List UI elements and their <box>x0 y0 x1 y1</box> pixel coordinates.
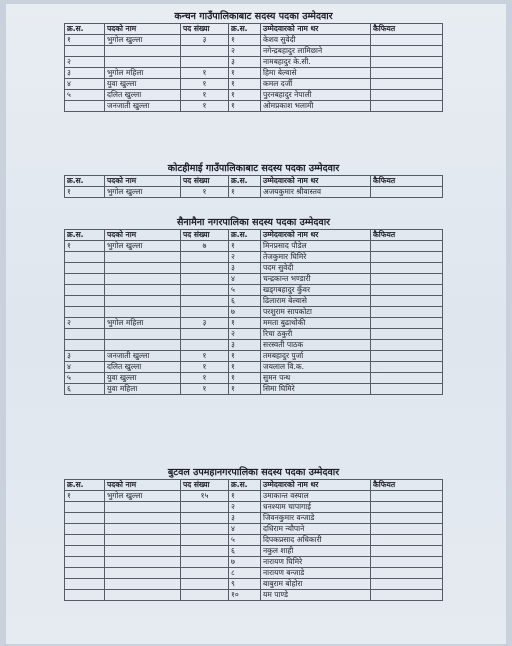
table-cell <box>105 252 181 263</box>
table-cell: नारायण बन्जाडे <box>261 568 371 579</box>
table-cell: ५ <box>65 373 105 384</box>
column-header: पद संख्या <box>181 230 229 241</box>
table-header-row <box>65 480 443 491</box>
table-cell: १ <box>229 101 261 112</box>
document-page <box>6 4 506 644</box>
table-cell <box>105 535 181 546</box>
table-cell <box>181 296 229 307</box>
table-cell: कमल दर्जी <box>261 79 371 90</box>
table-cell: २ <box>229 502 261 513</box>
table-cell: १ <box>229 373 261 384</box>
table-cell: खड्गबहादुर कुँवर <box>261 285 371 296</box>
table-cell <box>181 546 229 557</box>
column-header: पदको नाम <box>105 24 181 35</box>
table-cell <box>65 274 105 285</box>
table-cell <box>181 329 229 340</box>
table-cell: ३ <box>229 340 261 351</box>
section-title: कोटहीमाई गाउँपालिकाबाट सदस्य पदका उम्मेदवार <box>167 163 340 174</box>
table-cell: ५ <box>65 90 105 101</box>
table-cell <box>65 513 105 524</box>
column-header: उम्मेदवारको नाम थर <box>261 24 371 35</box>
section-sainamaina <box>64 216 443 395</box>
table-cell: २ <box>229 46 261 57</box>
column-header: उम्मेदवारको नाम थर <box>261 230 371 241</box>
table-row <box>65 274 443 285</box>
table-cell <box>181 274 229 285</box>
table-cell <box>65 579 105 590</box>
table-cell <box>371 285 443 296</box>
table-cell: १ <box>229 384 261 395</box>
table-cell <box>105 546 181 557</box>
section-title: बुटवल उपमहानगरपालिका सदस्य पदका उम्मेदवार <box>167 467 340 478</box>
table-row <box>65 68 443 79</box>
candidate-table <box>64 229 443 395</box>
table-cell <box>181 57 229 68</box>
table-cell: १ <box>229 318 261 329</box>
table-cell: दलित खुल्ला <box>105 362 181 373</box>
table-cell: १ <box>181 362 229 373</box>
table-cell <box>105 524 181 535</box>
table-cell <box>105 502 181 513</box>
table-row <box>65 46 443 57</box>
table-cell <box>371 79 443 90</box>
table-cell <box>371 590 443 601</box>
table-cell <box>371 329 443 340</box>
column-header: कैफियत <box>371 230 443 241</box>
table-row <box>65 252 443 263</box>
table-cell: जनजाती खुल्ला <box>105 101 181 112</box>
table-cell: १ <box>181 101 229 112</box>
section-title: सैनामैना नगरपालिका सदस्य पदका उम्मेदवार <box>176 217 331 228</box>
table-cell: १ <box>229 187 261 198</box>
table-row <box>65 35 443 46</box>
column-header: क्र.स. <box>229 24 261 35</box>
table-cell <box>65 340 105 351</box>
table-cell <box>105 329 181 340</box>
table-cell: ४ <box>229 274 261 285</box>
table-cell: भुगोल महिला <box>105 318 181 329</box>
table-cell: सिमा घिमिरे <box>261 384 371 395</box>
table-row <box>65 307 443 318</box>
table-cell <box>371 90 443 101</box>
table-cell: ५ <box>229 535 261 546</box>
table-header-row <box>65 24 443 35</box>
table-cell: धनश्याम चापागाई <box>261 502 371 513</box>
table-cell: १ <box>181 187 229 198</box>
table-cell: ३ <box>229 513 261 524</box>
table-cell <box>105 263 181 274</box>
table-cell: ४ <box>65 79 105 90</box>
table-cell: चन्द्रकान्त भण्डारी <box>261 274 371 285</box>
table-cell: यम पाण्डे <box>261 590 371 601</box>
table-cell <box>371 557 443 568</box>
table-row <box>65 535 443 546</box>
table-cell: नारायण घिमिरे <box>261 557 371 568</box>
table-cell: ६ <box>229 546 261 557</box>
table-row <box>65 263 443 274</box>
table-row <box>65 557 443 568</box>
table-cell: भुगोल महिला <box>105 68 181 79</box>
table-cell: १ <box>229 90 261 101</box>
table-cell <box>105 307 181 318</box>
table-cell: सरस्वती पाठक <box>261 340 371 351</box>
table-cell: ७ <box>181 241 229 252</box>
table-cell <box>65 524 105 535</box>
candidate-table <box>64 479 443 601</box>
table-cell <box>105 274 181 285</box>
table-cell: १ <box>229 241 261 252</box>
column-header: क्र.स. <box>229 230 261 241</box>
table-cell <box>105 296 181 307</box>
table-header-row <box>65 230 443 241</box>
table-cell: जयलाल वि.क. <box>261 362 371 373</box>
table-cell: ६ <box>65 384 105 395</box>
table-row <box>65 568 443 579</box>
table-cell: भुगोल खुल्ला <box>105 35 181 46</box>
table-cell <box>371 307 443 318</box>
table-cell <box>371 502 443 513</box>
table-row <box>65 579 443 590</box>
table-cell <box>371 535 443 546</box>
section-kotahimai <box>64 162 443 198</box>
table-cell: १ <box>229 491 261 502</box>
table-cell: नगेन्द्रबहादुर लामिछाने <box>261 46 371 57</box>
table-cell <box>371 513 443 524</box>
table-cell: मिनप्रसाद पौडेल <box>261 241 371 252</box>
table-cell <box>181 285 229 296</box>
table-cell <box>181 568 229 579</box>
column-header: कैफियत <box>371 24 443 35</box>
table-row <box>65 57 443 68</box>
table-cell: भुगोल खुल्ला <box>105 241 181 252</box>
table-cell: १ <box>229 68 261 79</box>
table-row <box>65 318 443 329</box>
table-row <box>65 351 443 362</box>
table-cell: १ <box>65 187 105 198</box>
column-header: क्र.स. <box>229 480 261 491</box>
table-cell: २ <box>229 252 261 263</box>
table-row <box>65 491 443 502</box>
table-cell: १ <box>181 68 229 79</box>
table-cell <box>181 263 229 274</box>
table-cell: ३ <box>181 35 229 46</box>
table-cell <box>371 241 443 252</box>
table-cell <box>105 46 181 57</box>
table-cell: ढिलाराम बेल्वासे <box>261 296 371 307</box>
table-header-row <box>65 176 443 187</box>
table-cell: युवा महिला <box>105 384 181 395</box>
table-cell: १ <box>229 35 261 46</box>
table-cell <box>65 329 105 340</box>
table-cell <box>371 568 443 579</box>
table-cell <box>181 590 229 601</box>
table-cell <box>65 296 105 307</box>
table-cell: ३ <box>65 68 105 79</box>
table-cell: भुगोल खुल्ला <box>105 187 181 198</box>
table-cell: १ <box>65 241 105 252</box>
table-cell <box>181 46 229 57</box>
table-cell: ४ <box>229 524 261 535</box>
table-cell: सुमन पन्थ <box>261 373 371 384</box>
table-cell <box>65 502 105 513</box>
column-header: कैफियत <box>371 176 443 187</box>
table-cell <box>105 513 181 524</box>
table-cell <box>65 546 105 557</box>
table-cell <box>65 285 105 296</box>
table-cell <box>181 557 229 568</box>
table-cell <box>65 307 105 318</box>
table-cell <box>105 579 181 590</box>
table-cell: १ <box>181 384 229 395</box>
table-cell: १ <box>229 362 261 373</box>
table-cell: १ <box>65 35 105 46</box>
table-cell: १ <box>181 351 229 362</box>
table-cell: दिपकप्रसाद अधिकारी <box>261 535 371 546</box>
table-cell <box>65 535 105 546</box>
table-cell <box>105 57 181 68</box>
table-cell <box>181 340 229 351</box>
table-cell <box>371 524 443 535</box>
table-row <box>65 285 443 296</box>
table-row <box>65 513 443 524</box>
column-header: क्र.स. <box>65 176 105 187</box>
table-cell <box>181 535 229 546</box>
table-cell: १ <box>229 351 261 362</box>
table-cell: बाबुराम बोहोरा <box>261 579 371 590</box>
table-cell <box>105 568 181 579</box>
table-cell: पुरनबहादुर नेपाली <box>261 90 371 101</box>
table-cell <box>371 68 443 79</box>
table-cell: अजयकुमार श्रीवास्तव <box>261 187 371 198</box>
table-cell <box>371 491 443 502</box>
table-cell: तमबहादुर पुर्जा <box>261 351 371 362</box>
table-cell: भुगोल खुल्ला <box>105 491 181 502</box>
table-cell <box>65 101 105 112</box>
table-cell: जनजाती खुल्ला <box>105 351 181 362</box>
table-cell: ५ <box>229 285 261 296</box>
table-cell: युवा खुल्ला <box>105 79 181 90</box>
table-cell <box>181 524 229 535</box>
table-cell: १ <box>65 491 105 502</box>
table-cell <box>371 274 443 285</box>
table-cell <box>105 557 181 568</box>
table-cell <box>371 340 443 351</box>
table-cell: ४ <box>65 362 105 373</box>
table-cell: ९ <box>229 579 261 590</box>
column-header: कैफियत <box>371 480 443 491</box>
table-row <box>65 340 443 351</box>
table-cell <box>181 513 229 524</box>
table-cell <box>371 546 443 557</box>
table-row <box>65 546 443 557</box>
table-cell: ६ <box>229 296 261 307</box>
table-cell <box>65 252 105 263</box>
table-row <box>65 329 443 340</box>
table-row <box>65 241 443 252</box>
table-cell <box>105 285 181 296</box>
table-cell <box>371 46 443 57</box>
table-cell <box>371 57 443 68</box>
table-cell <box>65 568 105 579</box>
table-cell <box>371 384 443 395</box>
section-kanchan <box>64 10 443 112</box>
table-cell <box>181 579 229 590</box>
table-cell <box>181 502 229 513</box>
table-cell: ३ <box>229 263 261 274</box>
table-cell: ३ <box>65 351 105 362</box>
table-cell: २ <box>229 329 261 340</box>
table-cell: केशव सुवेदी <box>261 35 371 46</box>
table-cell: जिवनकुमार वन्जाडे <box>261 513 371 524</box>
column-header: उम्मेदवारको नाम थर <box>261 176 371 187</box>
table-cell <box>65 263 105 274</box>
section-butwal <box>64 466 443 601</box>
table-cell <box>371 252 443 263</box>
table-cell: रिचा ठकुरी <box>261 329 371 340</box>
table-cell <box>371 362 443 373</box>
table-cell <box>371 35 443 46</box>
table-cell: नकुल शाही <box>261 546 371 557</box>
table-row <box>65 524 443 535</box>
table-cell: युवा खुल्ला <box>105 373 181 384</box>
table-cell: १ <box>181 90 229 101</box>
table-cell: १ <box>229 79 261 90</box>
table-cell: ७ <box>229 307 261 318</box>
column-header: क्र.स. <box>65 24 105 35</box>
column-header: पदको नाम <box>105 230 181 241</box>
column-header: पद संख्या <box>181 24 229 35</box>
column-header: पद संख्या <box>181 176 229 187</box>
table-cell: २ <box>65 57 105 68</box>
table-cell <box>65 557 105 568</box>
table-cell <box>105 590 181 601</box>
table-cell: ३ <box>229 57 261 68</box>
table-cell: १ <box>181 79 229 90</box>
table-row <box>65 502 443 513</box>
table-cell <box>371 579 443 590</box>
table-cell: नामबहादुर के.सी. <box>261 57 371 68</box>
table-row <box>65 296 443 307</box>
table-row <box>65 79 443 90</box>
table-cell: १ <box>181 373 229 384</box>
table-cell: दधिराम न्यौपाने <box>261 524 371 535</box>
table-cell: ओमप्रकाश भलामी <box>261 101 371 112</box>
section-title: कन्चन गाउँपालिकाबाट सदस्य पदका उम्मेदवार <box>174 11 333 22</box>
column-header: क्र.स. <box>229 176 261 187</box>
table-cell <box>181 307 229 318</box>
table-cell: दलित खुल्ला <box>105 90 181 101</box>
table-cell: पदम सुवेदी <box>261 263 371 274</box>
column-header: पद संख्या <box>181 480 229 491</box>
table-row <box>65 590 443 601</box>
table-row <box>65 362 443 373</box>
table-cell <box>105 340 181 351</box>
table-cell: परशुराम सापकोटा <box>261 307 371 318</box>
table-cell <box>371 296 443 307</box>
table-cell <box>371 263 443 274</box>
table-row <box>65 384 443 395</box>
table-cell: हिमा बेल्वासे <box>261 68 371 79</box>
table-cell: उमाकान्त वस्याल <box>261 491 371 502</box>
column-header: क्र.स. <box>65 230 105 241</box>
table-cell <box>181 252 229 263</box>
table-cell: ८ <box>229 568 261 579</box>
table-cell: १५ <box>181 491 229 502</box>
table-cell <box>371 351 443 362</box>
table-cell: ७ <box>229 557 261 568</box>
column-header: पदको नाम <box>105 176 181 187</box>
table-cell <box>371 373 443 384</box>
candidate-table <box>64 175 443 198</box>
table-cell <box>371 101 443 112</box>
table-cell <box>371 187 443 198</box>
column-header: पदको नाम <box>105 480 181 491</box>
table-cell: २ <box>65 318 105 329</box>
column-header: क्र.स. <box>65 480 105 491</box>
table-cell <box>371 318 443 329</box>
table-cell: ममता बुढाथोकी <box>261 318 371 329</box>
table-cell: ३ <box>181 318 229 329</box>
table-row <box>65 373 443 384</box>
column-header: उम्मेदवारको नाम थर <box>261 480 371 491</box>
table-row <box>65 90 443 101</box>
table-row <box>65 101 443 112</box>
table-cell: १० <box>229 590 261 601</box>
table-cell <box>65 46 105 57</box>
table-cell <box>65 590 105 601</box>
table-row <box>65 187 443 198</box>
table-cell: तेजकुमार घिमिरे <box>261 252 371 263</box>
candidate-table <box>64 23 443 112</box>
